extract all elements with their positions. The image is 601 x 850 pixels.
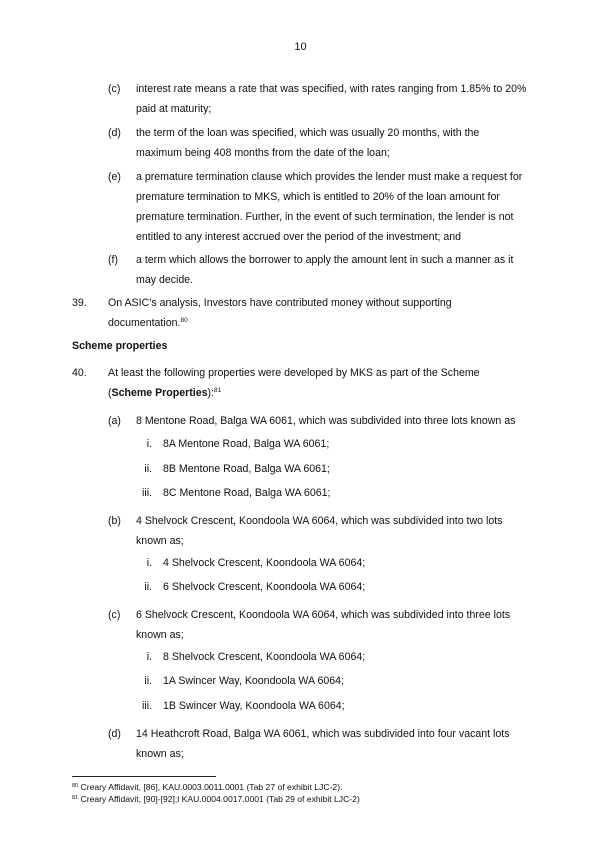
footnote [72, 794, 360, 805]
footnote-text: Creary Affidavit, [90]-[92];l KAU.0004.0017.0001 (Tab 29 of exhibit LJC-2) [80, 794, 360, 804]
lot-text: 8 Shelvock Crescent, Koondoola WA 6064; [163, 651, 366, 663]
paragraph-number: 39. [72, 297, 87, 309]
footnote-ref: 80 [180, 317, 188, 324]
lot-number: ii. [144, 581, 152, 593]
lot-number: i. [146, 438, 152, 450]
paragraph-body-end: ): [207, 387, 214, 399]
item-text: interest rate means a rate that was specified, with rates ranging from 1.85% to 20% paid at maturity; [136, 83, 527, 115]
item-label: (e) [108, 171, 121, 183]
paragraph-text [108, 363, 508, 403]
lot-text: 8B Mentone Road, Balga WA 6061; [163, 463, 330, 475]
item-label: (c) [108, 609, 121, 621]
lot-number: i. [146, 651, 152, 663]
item-label: (d) [108, 127, 121, 139]
item-text: 4 Shelvock Crescent, Koondoola WA 6064, which was subdivided into two lots known as; [136, 515, 503, 547]
paragraph-body: On ASIC’s analysis, Investors have contributed money without supporting documentation. [108, 297, 452, 329]
footnote [72, 782, 342, 793]
lot-text: 8C Mentone Road, Balga WA 6061; [163, 487, 331, 499]
footnote-ref: 81 [214, 387, 222, 394]
defined-term: Scheme Properties [111, 387, 208, 399]
paragraph-text [108, 293, 488, 333]
footnote-text: Creary Affidavit, [86], KAU.0003.0011.0001 (Tab 27 of exhibit LJC-2). [80, 782, 343, 792]
item-label: (d) [108, 728, 121, 740]
section-heading: Scheme properties [72, 340, 168, 352]
paragraph-number: 40. [72, 367, 87, 379]
lot-number: ii. [144, 463, 152, 475]
item-text: 6 Shelvock Crescent, Koondoola WA 6064, which was subdivided into three lots known as; [136, 609, 511, 641]
item-text: the term of the loan was specified, which was usually 20 months, with the maximum being 408 months from the date of the loan; [136, 127, 480, 159]
lot-text: 4 Shelvock Crescent, Koondoola WA 6064; [163, 557, 366, 569]
footnote-number: 81 [72, 795, 79, 801]
item-label: (c) [108, 83, 121, 95]
item-label: (b) [108, 515, 121, 527]
lot-text: 8A Mentone Road, Balga WA 6061; [163, 438, 330, 450]
footnote-separator [72, 776, 216, 777]
footnote-number: 80 [72, 783, 79, 789]
item-label: (a) [108, 415, 121, 427]
lot-number: i. [146, 557, 152, 569]
item-label: (f) [108, 254, 118, 266]
lot-text: 1A Swincer Way, Koondoola WA 6064; [163, 675, 344, 687]
lot-number: iii. [141, 487, 152, 499]
item-text: a term which allows the borrower to apply the amount lent in such a manner as it may decide. [136, 254, 514, 286]
lot-number: iii. [141, 700, 152, 712]
lot-text: 6 Shelvock Crescent, Koondoola WA 6064; [163, 581, 366, 593]
item-text: 14 Heathcroft Road, Balga WA 6061, which was subdivided into four vacant lots known as; [136, 728, 510, 760]
paragraph-body: At least the following properties were developed by MKS as part of the Scheme ( [108, 367, 480, 399]
lot-number: ii. [144, 675, 152, 687]
item-text: 8 Mentone Road, Balga WA 6061, which was subdivided into three lots known as [136, 415, 516, 427]
item-text: a premature termination clause which provides the lender must make a request for premature termination to MKS, which is entitled to 20% of the loan amount for premature termination. Further, in the event of such termination, the lender is not entitled to any interest accrued over the period of the investment; and [136, 171, 523, 243]
page-number: 10 [294, 41, 307, 53]
lot-text: 1B Swincer Way, Koondoola WA 6064; [163, 700, 345, 712]
